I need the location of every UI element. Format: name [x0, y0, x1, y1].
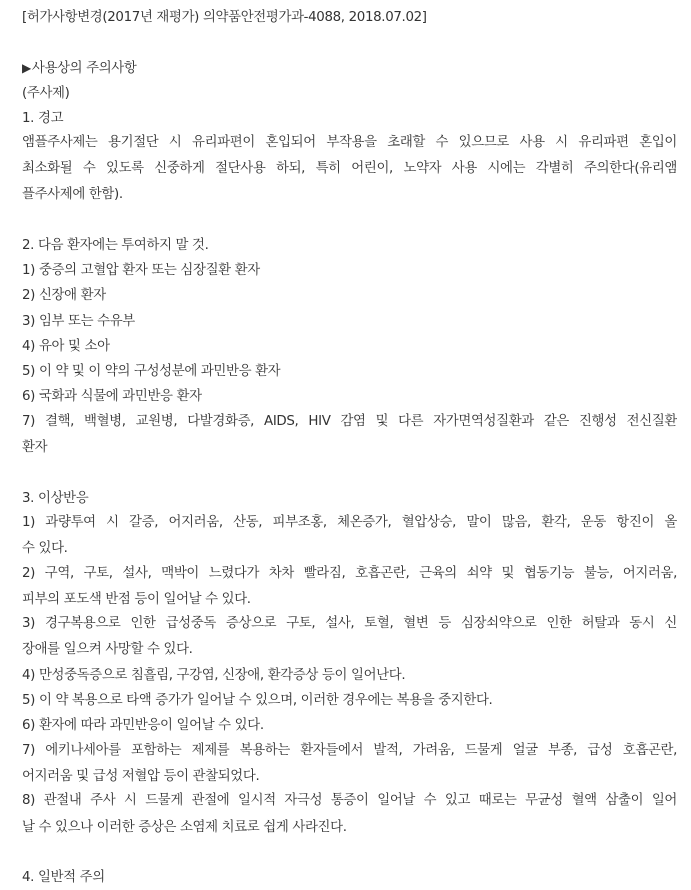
list-item: 6) 국화과 식물에 과민반응 환자	[22, 389, 202, 405]
list-item: 1) 과량투여 시 갈증, 어지러움, 산동, 피부조홍, 체온증가, 혈압상승, 말이 많음, 환각, 운동 항진이 올	[22, 514, 677, 530]
spacer	[22, 30, 677, 55]
section-heading: 2. 다음 환자에는 투여하지 말 것.	[22, 237, 209, 253]
paragraph-line: 앰플주사제는 용기절단 시 유리파편이 혼입되어 부작용을 초래할 수 있으므로 사용 시 유리파편 혼입이	[22, 135, 677, 151]
list-item-continuation: 어지러움 및 급성 저혈압 등이 관찰되었다.	[22, 768, 260, 784]
list-item: 1) 중증의 고혈압 환자 또는 심장질환 환자	[22, 262, 260, 278]
document-header: [허가사항변경(2017년 재평가) 의약품안전평가과-4088, 2018.07.02]	[22, 10, 427, 25]
list-item: 3) 경구복용으로 인한 급성중독 증상으로 구토, 설사, 토혈, 혈변 등 심장쇠약으로 인한 허탈과 동시 신	[22, 616, 677, 632]
list-item: 5) 이 약 복용으로 타액 증가가 일어날 수 있으며, 이러한 경우에는 복용을 중지한다.	[22, 693, 493, 709]
list-item: 6) 환자에 따라 과민반응이 일어날 수 있다.	[22, 718, 264, 734]
section-heading: 1. 경고	[22, 111, 64, 127]
spacer	[22, 460, 677, 485]
list-item-continuation: 장애를 일으켜 사망할 수 있다.	[22, 642, 193, 658]
paragraph-line: 플주사제에 한함).	[22, 187, 123, 203]
triangle-icon: ▶	[22, 60, 31, 75]
subtitle: (주사제)	[22, 85, 70, 101]
spacer	[22, 207, 677, 232]
list-item-continuation: 날 수 있으나 이러한 증상은 소염제 치료로 쉽게 사라진다.	[22, 819, 347, 835]
list-item-continuation: 수 있다.	[22, 541, 68, 557]
spacer	[22, 840, 677, 865]
list-item: 2) 신장애 환자	[22, 288, 106, 304]
list-item: 7) 에키나세아를 포함하는 제제를 복용하는 환자들에서 발적, 가려움, 드물게 얼굴 부종, 급성 호흡곤란,	[22, 742, 677, 758]
section-heading: 4. 일반적 주의	[22, 870, 105, 886]
list-item: 2) 구역, 구토, 설사, 맥박이 느렸다가 차차 빨라짐, 호흡곤란, 근육의 쇠약 및 협동기능 불능, 어지러움,	[22, 565, 677, 581]
list-item: 8) 관절내 주사 시 드물게 관절에 일시적 자극성 통증이 일어날 수 있고 때로는 무균성 혈액 삼출이 일어	[22, 793, 677, 809]
section-title-text: 사용상의 주의사항	[31, 60, 137, 76]
list-item: 5) 이 약 및 이 약의 구성성분에 과민반응 환자	[22, 364, 281, 380]
list-item-continuation: 환자	[22, 440, 48, 456]
list-item-continuation: 피부의 포도색 반점 등이 일어날 수 있다.	[22, 591, 251, 607]
list-item: 3) 임부 또는 수유부	[22, 313, 135, 329]
section-heading: 3. 이상반응	[22, 490, 89, 506]
paragraph-line: 최소화될 수 있도록 신중하게 절단사용 하되, 특히 어린이, 노약자 사용 시에는 각별히 주의한다(유리앰	[22, 160, 677, 176]
list-item: 4) 유아 및 소아	[22, 338, 110, 354]
list-item: 4) 만성중독증으로 침흘림, 구강염, 신장애, 환각증상 등이 일어난다.	[22, 667, 406, 683]
list-item: 7) 결핵, 백혈병, 교원병, 다발경화증, AIDS, HIV 감염 및 다른 자가면역성질환과 같은 진행성 전신질환	[22, 413, 677, 429]
section-title	[22, 56, 677, 81]
document-body	[22, 0, 677, 890]
